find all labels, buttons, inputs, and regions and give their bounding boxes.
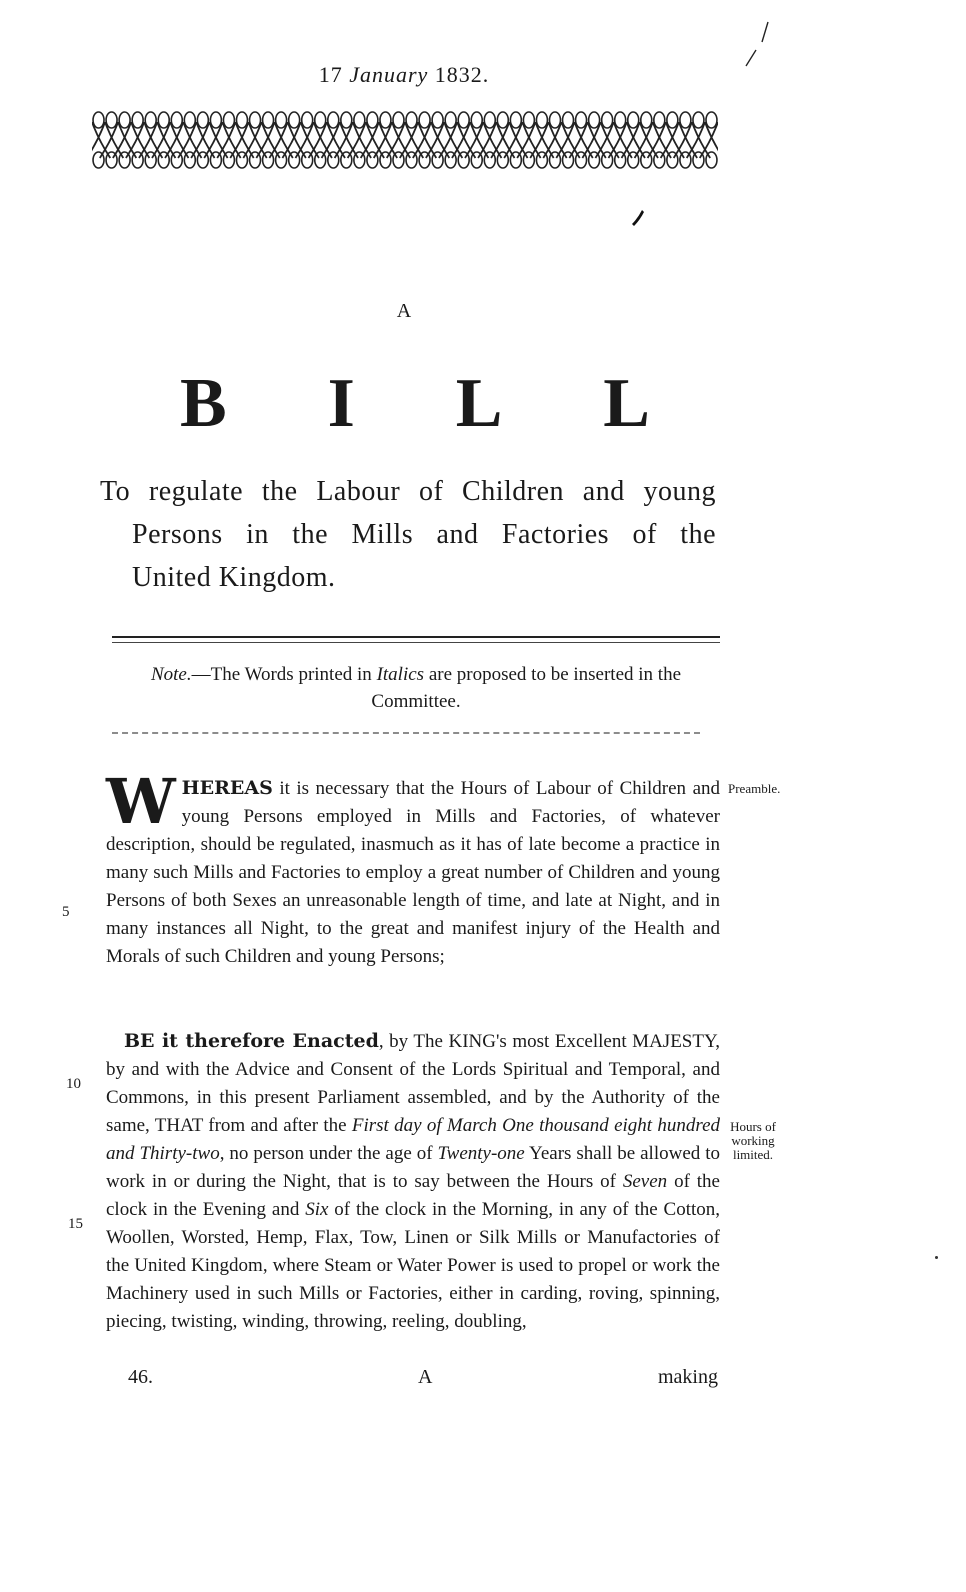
catchword: making	[658, 1366, 718, 1388]
enactment-opening: BE it therefore Enacted	[124, 1030, 379, 1052]
enactment-paragraph	[106, 1027, 720, 1336]
date-year: 1832.	[434, 62, 490, 87]
enactment-italic: Six	[305, 1199, 329, 1220]
enactment-italic: First day of March One thousand eight hundred and Thirty-two	[106, 1115, 720, 1164]
bill-date	[0, 62, 808, 88]
preamble-paragraph	[106, 765, 720, 971]
subtitle-line: United Kingdom.	[132, 562, 336, 593]
bill-title-letter: L	[455, 365, 503, 442]
note-text: are proposed to be inserted in the Committee.	[371, 664, 682, 712]
enactment-text: Years shall be allowed to work in or during the Night, that is to say between the Hours of	[106, 1143, 720, 1192]
subtitle-line: Persons in the Mills and Factories of the	[132, 519, 716, 550]
enactment-text: of the clock in the Morning, in any of the Cotton, Woollen, Worsted, Hemp, Flax, Tow, Linen or Silk Mills or Manufactories of the United Kingdom, where Steam or Water Power is used to propel or work the Machinery used in such Mills or Factories, either in carding, roving, spinning, piecing, twisting, winding, throwing, reeling, doubling,	[106, 1199, 721, 1332]
title-article: A	[396, 300, 412, 322]
bill-title-letter: L	[603, 365, 650, 442]
note-label: Note.	[150, 664, 192, 685]
bill-title-letter: B	[180, 365, 227, 442]
line-number: 15	[68, 1216, 83, 1232]
bill-subtitle	[100, 470, 716, 599]
line-number: 5	[62, 904, 70, 920]
date-month: January	[349, 62, 429, 87]
date-day: 17	[318, 62, 343, 87]
dashed-divider	[112, 732, 700, 734]
line-number: 10	[66, 1076, 81, 1092]
committee-note	[112, 661, 720, 715]
signature-letter: A	[418, 1366, 433, 1388]
enactment-italic: Twenty-one	[437, 1143, 525, 1164]
bill-title-letter: I	[327, 365, 355, 442]
signature-mark: 46.	[128, 1366, 153, 1388]
note-text: —The Words printed in	[191, 664, 377, 685]
preamble-text: it is necessary that the Hours of Labour of Children and young Persons employed in Mills and Factories, of whatever description, should be regulated, inasmuch as it has of late become a practice in many such Mills and Factories to employ a great number of Children and young Persons of both Sexes an unreasonable length of time, and late at Night, and in many instances all Night, to the great and manifest injury of the Health and Morals of such Children and young Persons;	[106, 778, 720, 967]
preamble-opening: HEREAS	[181, 777, 273, 799]
divider-rule	[112, 636, 720, 638]
ink-speck	[935, 1256, 938, 1259]
enactment-text: of the clock in the Evening and	[106, 1171, 720, 1220]
note-italic-word: Italics	[376, 664, 425, 685]
subtitle-line: To regulate the Labour of Children and young	[100, 476, 716, 507]
enactment-italic: Seven	[622, 1171, 668, 1192]
ink-tick-mark	[628, 208, 648, 228]
ornamental-chain-border	[92, 108, 718, 172]
enactment-text: , no person under the age of	[219, 1143, 438, 1164]
bill-title	[180, 364, 650, 444]
drop-cap: W	[106, 765, 176, 838]
enactment-text: , by The KING's most Excellent MAJESTY, by and with the Advice and Consent of the Lords Spiritual and Temporal, and Commons, in this present Parliament assembled, and by the Authority of the same, THAT from and after the	[106, 1031, 720, 1136]
margin-note-hours: Hours of working limited.	[730, 1119, 776, 1162]
divider-rule	[112, 642, 720, 643]
margin-note-preamble: Preamble.	[728, 781, 781, 796]
